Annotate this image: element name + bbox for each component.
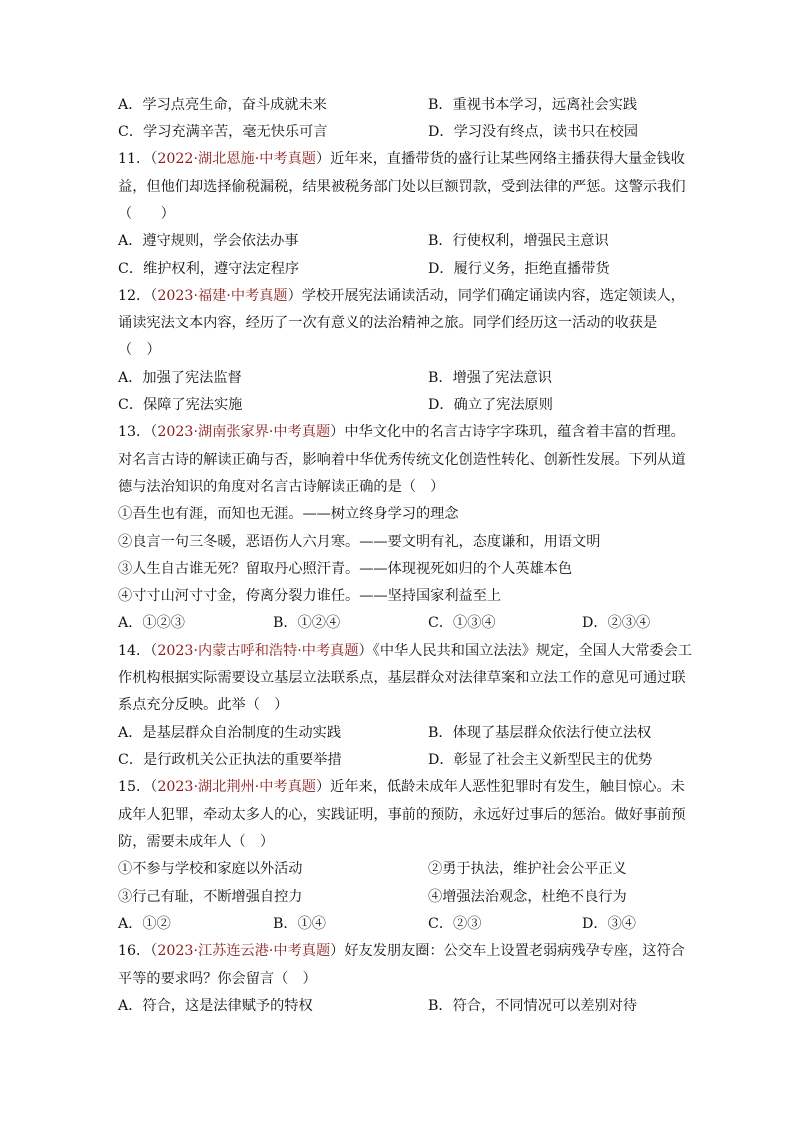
q12-stem-line-1: 12．（2023·福建·中考真题）学校开展宪法诵读活动，同学们确定诵读内容，选定领读人， bbox=[118, 288, 685, 304]
q13-stem-line-1: 13．（2023·湖南张家界·中考真题）中华文化中的名言古诗字字珠玑，蕴含着丰富的哲理。 bbox=[118, 424, 685, 440]
q13-option-c: C．①③④ bbox=[428, 615, 496, 631]
q16-source: 2023·江苏连云港·中考真题 bbox=[157, 943, 331, 959]
q16-stem-line-2: 平等的要求吗？你会留言（ ） bbox=[118, 971, 317, 987]
q11-stem-line-1: 11．（2022·湖北恩施·中考真题）近年来，直播带货的盛行让某些网络主播获得大量金钱收 bbox=[118, 151, 685, 167]
q13-item-2: ②良言一句三冬暖，恶语伤人六月寒。——要文明有礼，态度谦和，用语文明 bbox=[118, 534, 601, 550]
q10-option-a: A．学习点亮生命，奋斗成就未来 bbox=[118, 97, 327, 113]
q16-option-a: A．符合，这是法律赋予的特权 bbox=[118, 998, 313, 1014]
q13-item-4: ④寸寸山河寸寸金，侉离分裂力谁任。——坚持国家利益至上 bbox=[118, 588, 502, 604]
q14-option-c: C．是行政机关公正执法的重要举措 bbox=[118, 752, 342, 768]
q12-option-c: C．保障了宪法实施 bbox=[118, 397, 243, 413]
q10-option-c: C．学习充满辛苦，毫无快乐可言 bbox=[118, 124, 328, 140]
q16-stem-line-1: 16．（2023·江苏连云港·中考真题）好友发朋友圈：公交车上设置老弱病残孕专座，这符合 bbox=[118, 943, 685, 959]
q12-option-b: B．增强了宪法意识 bbox=[428, 370, 552, 386]
q15-item-3: ③行己有耻，不断增强自控力 bbox=[118, 889, 303, 905]
q13-stem-line-2: 对名言古诗的解读正确与否，影响着中华优秀传统文化创造性转化、创新性发展。下列从道 bbox=[118, 452, 686, 468]
q15-stem-line-1: 15．（2023·湖北荆州·中考真题）近年来，低龄未成年人恶性犯罪时有发生，触目惊心。未 bbox=[118, 779, 685, 795]
q11-stem-line-2: 益，但他们却选择偷税漏税，结果被税务部门处以巨额罚款，受到法律的严惩。这警示我们 bbox=[118, 179, 686, 195]
q13-option-b: B．①②④ bbox=[273, 615, 341, 631]
q14-option-b: B．体现了基层群众依法行使立法权 bbox=[428, 725, 652, 741]
q16-option-b: B．符合，不同情况可以差别对待 bbox=[428, 998, 638, 1014]
q15-item-4: ④增强法治观念，杜绝不良行为 bbox=[428, 889, 627, 905]
q10-option-b: B．重视书本学习，远离社会实践 bbox=[428, 97, 638, 113]
q12-option-d: D．确立了宪法原则 bbox=[428, 397, 553, 413]
q13-item-1: ①吾生也有涯，而知也无涯。——树立终身学习的理念 bbox=[118, 506, 459, 522]
q15-option-c: C．②③ bbox=[428, 916, 482, 932]
q14-stem-line-1: 14．（2023·内蒙古呼和浩特·中考真题）《中华人民共和国立法法》规定，全国人大常委会工 bbox=[118, 643, 692, 659]
q15-option-a: A．①② bbox=[118, 916, 171, 932]
q15-item-1: ①不参与学校和家庭以外活动 bbox=[118, 861, 303, 877]
q12-option-a: A．加强了宪法监督 bbox=[118, 370, 242, 386]
q11-option-b: B．行使权利，增强民主意识 bbox=[428, 233, 609, 249]
q11-answer-blank: （ ） bbox=[118, 206, 175, 222]
q15-item-2: ②勇于执法，维护社会公平正义 bbox=[428, 861, 627, 877]
q15-stem-line-2: 成年人犯罪，牵动太多人的心，实践证明，事前的预防，永远好过事后的惩治。做好事前预 bbox=[118, 807, 686, 823]
q11-source: 2022·湖北恩施·中考真题 bbox=[157, 151, 316, 167]
q10-option-d: D．学习没有终点，读书只在校园 bbox=[428, 124, 639, 140]
q13-stem-line-3: 德与法治知识的角度对名言古诗解读正确的是（ ） bbox=[118, 479, 445, 495]
q11-option-a: A．遵守规则，学会依法办事 bbox=[118, 233, 299, 249]
q14-source: 2023·内蒙古呼和浩特·中考真题 bbox=[157, 643, 359, 659]
q12-source: 2023·福建·中考真题 bbox=[157, 288, 288, 304]
q14-stem-line-2: 作机构根据实际需要设立基层立法联系点，基层群众对法律草案和立法工作的意见可通过联 bbox=[118, 670, 686, 686]
q13-option-d: D．②③④ bbox=[582, 615, 651, 631]
q14-option-d: D．彰显了社会主义新型民主的优势 bbox=[428, 752, 653, 768]
q11-option-c: C．维护权利，遵守法定程序 bbox=[118, 261, 300, 277]
q13-source: 2023·湖南张家界·中考真题 bbox=[157, 424, 331, 440]
q14-stem-line-3: 系点充分反映。此举（ ） bbox=[118, 697, 289, 713]
q15-stem-line-3: 防，需要未成年人（ ） bbox=[118, 834, 275, 850]
q11-option-d: D．履行义务，拒绝直播带货 bbox=[428, 261, 610, 277]
q15-option-d: D．③④ bbox=[582, 916, 636, 932]
q13-item-3: ③人生自古谁无死？留取丹心照汗青。——体现视死如归的个人英雄本色 bbox=[118, 561, 573, 577]
q15-option-b: B．①④ bbox=[273, 916, 326, 932]
q12-stem-line-2: 诵读宪法文本内容，经历了一次有意义的法治精神之旅。同学们经历这一活动的收获是 bbox=[118, 315, 658, 331]
q12-answer-blank: （ ） bbox=[118, 342, 161, 358]
q14-option-a: A．是基层群众自治制度的生动实践 bbox=[118, 725, 342, 741]
q15-source: 2023·湖北荆州·中考真题 bbox=[157, 779, 316, 795]
q13-option-a: A．①②③ bbox=[118, 615, 185, 631]
